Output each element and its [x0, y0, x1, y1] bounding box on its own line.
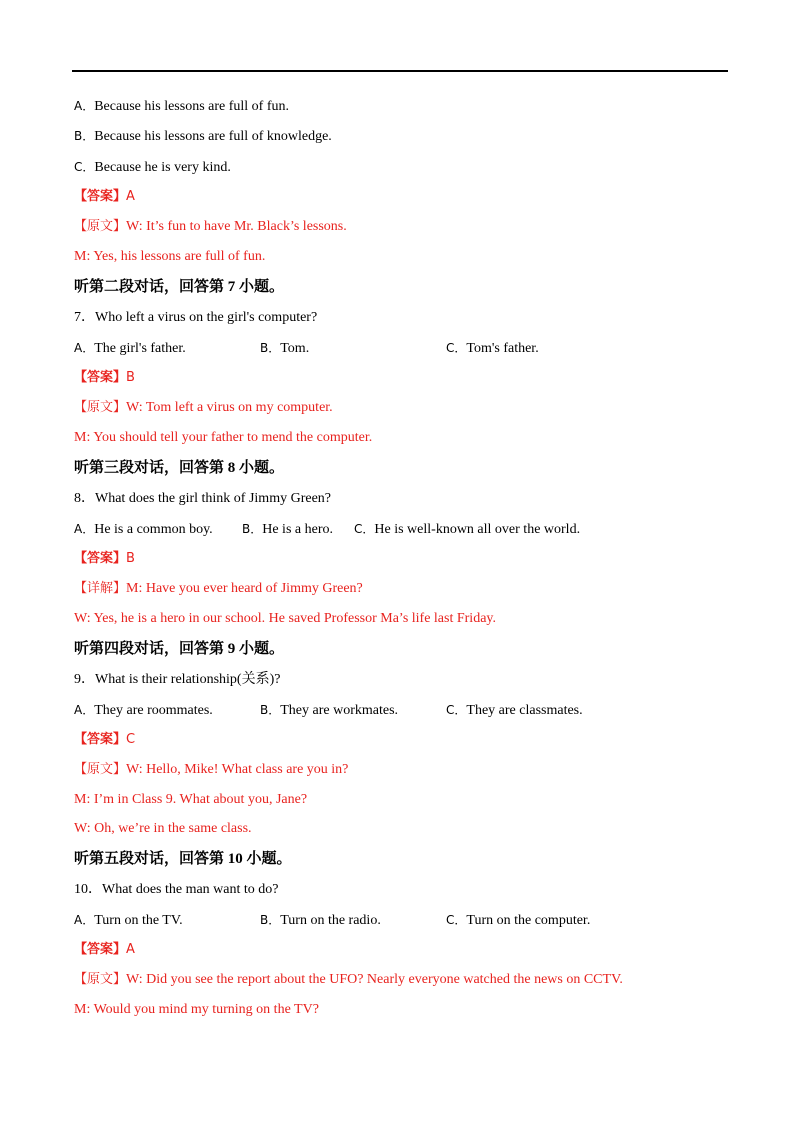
q9-option-a: A．They are roommates.	[74, 703, 213, 718]
q8-question: 8．What does the girl think of Jimmy Green?	[74, 491, 331, 506]
section-heading-7: 听第二段对话，回答第 7 小题。	[74, 279, 285, 295]
q10-source-1: 【原文】W: Did you see the report about the UFO? Nearly everyone watched the news on CCTV.	[74, 972, 623, 987]
q9-source-2: M: I’m in Class 9. What about you, Jane?	[74, 792, 308, 807]
section-heading-8: 听第三段对话，回答第 8 小题。	[74, 460, 285, 476]
q10-option-a: A．Turn on the TV.	[74, 913, 183, 928]
q8-source-1: 【详解】M: Have you ever heard of Jimmy Green?	[74, 581, 363, 596]
q6-option-a: A．Because his lessons are full of fun.	[74, 99, 290, 114]
q8-option-c: C．He is well-known all over the world.	[354, 522, 581, 537]
q10-source-2: M: Would you mind my turning on the TV?	[74, 1002, 319, 1017]
q7-source-1: 【原文】W: Tom left a virus on my computer.	[74, 400, 333, 415]
q8-option-b: B．He is a hero.	[242, 522, 333, 537]
q7-option-c: C．Tom's father.	[446, 341, 539, 356]
q8-source-2: W: Yes, he is a hero in our school. He saved Professor Ma’s life last Friday.	[74, 611, 497, 626]
q10-option-c: C．Turn on the computer.	[446, 913, 591, 928]
q7-option-b: B．Tom.	[260, 341, 310, 356]
q7-question: 7．Who left a virus on the girl's computer?	[74, 310, 318, 325]
q10-answer: 【答案】A	[74, 942, 135, 957]
q6-answer: 【答案】A	[74, 189, 135, 204]
q9-source-3: W: Oh, we’re in the same class.	[74, 821, 252, 836]
q10-option-b: B．Turn on the radio.	[260, 913, 381, 928]
q10-question: 10．What does the man want to do?	[74, 882, 279, 897]
q9-option-c: C．They are classmates.	[446, 703, 583, 718]
section-heading-10: 听第五段对话，回答第 10 小题。	[74, 851, 292, 867]
q6-source-1: 【原文】W: It’s fun to have Mr. Black’s lessons.	[74, 219, 347, 234]
q7-option-a: A．The girl's father.	[74, 341, 186, 356]
q9-question: 9．What is their relationship(关系)?	[74, 672, 281, 687]
q8-option-a: A．He is a common boy.	[74, 522, 213, 537]
q9-option-b: B．They are workmates.	[260, 703, 399, 718]
q6-source-2: M: Yes, his lessons are full of fun.	[74, 249, 266, 264]
q9-answer: 【答案】C	[74, 732, 136, 747]
q6-option-c: C．Because he is very kind.	[74, 160, 231, 175]
q7-answer: 【答案】B	[74, 370, 135, 385]
section-heading-9: 听第四段对话，回答第 9 小题。	[74, 641, 285, 657]
q9-source-1: 【原文】W: Hello, Mike! What class are you in?	[74, 762, 349, 777]
q8-answer: 【答案】B	[74, 551, 135, 566]
q7-source-2: M: You should tell your father to mend the computer.	[74, 430, 373, 445]
q6-option-b: B．Because his lessons are full of knowledge.	[74, 129, 332, 144]
header-rule	[72, 70, 728, 72]
